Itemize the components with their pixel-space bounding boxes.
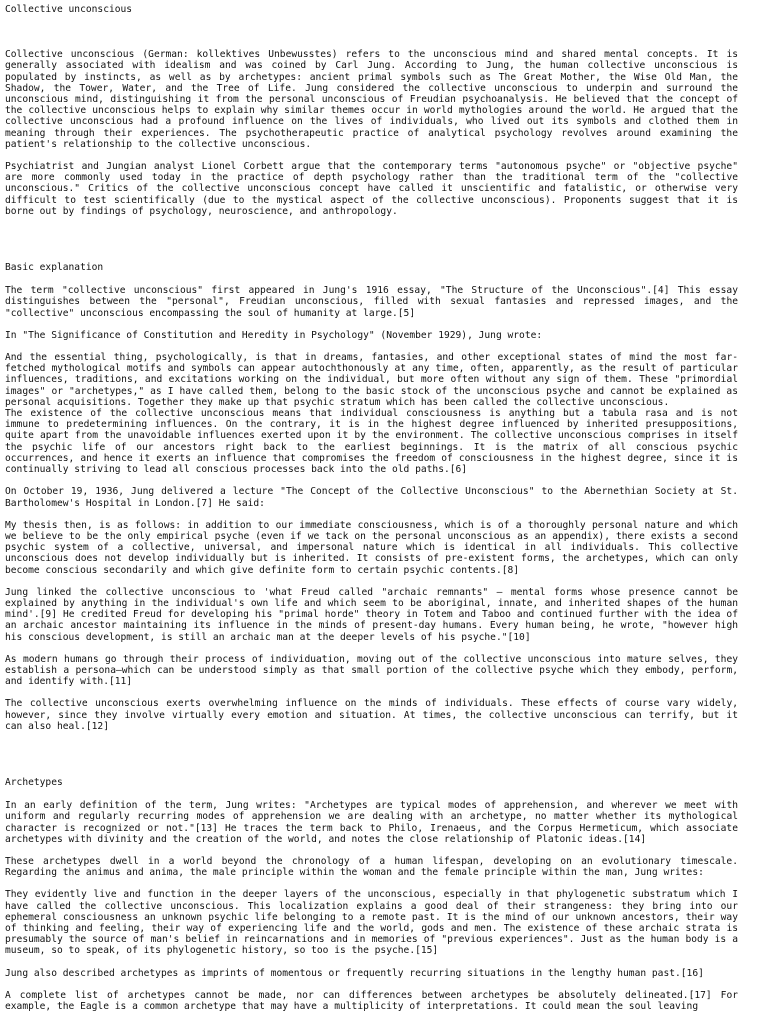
quote-paragraph: The existence of the collective unconscious means that individual consciousness is anything but a tabula rasa and is not immune to predetermining influences. On the contrary, it is in the highest degree influenced by inherited presuppositions, quite apart from the unavoidable influences exerted upon it by the environment. The collective unconscious comprises in itself the psychic life of our ancestors right back to the earliest beginnings. It is the matrix of all conscious psychic occurrences, and hence it exerts an influence that compromises the freedom of consciousness in the highest degree, since it is continually striving to lead all conscious processes back into the old paths.[6] xyxy=(5,408,738,476)
paragraph: These archetypes dwell in a world beyond the chronology of a human lifespan, developing on an evolutionary timescale. Regarding the animus and anima, the male principle within the woman and the female principle within the man, Jung writes: xyxy=(5,855,738,879)
paragraph: A complete list of archetypes cannot be made, nor can differences between archetypes be absolutely delineated.[17] For example, the Eagle is a common archetype that may have a multiplicity of interpretations. It could mean the soul leaving xyxy=(5,989,738,1012)
quote-paragraph: They evidently live and function in the deeper layers of the unconscious, especially in that phylogenetic substratum which I have called the collective unconscious. This localization explains a good deal of their strangeness: they bring into our ephemeral consciousness an unknown psychic life belonging to a remote past. It is the mind of our unknown ancestors, their way of thinking and feeling, their way of experiencing life and the world, gods and men. The existence of these archaic strata is presumably the source of man's belief in reincarnations and in memories of "previous experiences". Just as the human body is a museum, so to speak, of its phylogenetic history, so too is the psyche.[15] xyxy=(5,889,738,957)
paragraph: As modern humans go through their process of individuation, moving out of the collective unconscious into mature selves, they establish a persona—which can be understood simply as that small portion of the collective psyche which they embody, perform, and identify with.[11] xyxy=(5,653,738,688)
paragraph: The term "collective unconscious" first appeared in Jung's 1916 essay, "The Structure of the Unconscious".[4] This essay distinguishes between the "personal", Freudian unconscious, filled with sexual fantasies and repressed images, and the "collective" unconscious encompassing the soul of humanity at large.[5] xyxy=(5,285,738,319)
paragraph: The collective unconscious exerts overwhelming influence on the minds of individuals. These effects of course vary widely, however, since they involve virtually every emotion and situation. At times, the collective unconscious can terrify, but it can also heal.[12] xyxy=(5,698,738,732)
paragraph: In "The Significance of Constitution and Heredity in Psychology" (November 1929), Jung wrote: xyxy=(5,329,543,341)
section-spacer xyxy=(5,743,738,777)
intro-paragraph-2: Psychiatrist and Jungian analyst Lionel Corbett argue that the contemporary terms "autonomous psyche" or "objective psyche" are more commonly used today in the practice of depth psychology rather than the traditional term of the "collective unconscious." Critics of the collective unconscious concept have called it unscientific and fatalistic, or otherwise very difficult to test scientifically (due to the mystical aspect of the collective unconscious). Proponents suggest that it is borne out by findings of psychology, neuroscience, and anthropology. xyxy=(5,161,738,217)
section-heading-basic-explanation: Basic explanation xyxy=(5,262,104,274)
paragraph: On October 19, 1936, Jung delivered a lecture "The Concept of the Collective Unconscious" to the Abernethian Society at St. Bartholomew's Hospital in London.[7] He said: xyxy=(5,486,738,509)
paragraph: Jung linked the collective unconscious to 'what Freud called "archaic remnants" – mental forms whose presence cannot be explained by anything in the individual's own life and which seem to be aboriginal, innate, and inherited shapes of the human mind'.[9] He credited Freud for developing his "primal horde" theory in Totem and Taboo and continued further with the idea of an archaic ancestor maintaining its influence in the minds of present-day humans. Every human being, he wrote, "however high his conscious development, is still an archaic man at the deeper levels of his psyche."[10] xyxy=(5,586,738,643)
section-spacer xyxy=(5,228,738,262)
paragraph: In an early definition of the term, Jung writes: "Archetypes are typical modes of apprehension, and wherever we meet with uniform and regularly recurring modes of apprehension we are dealing with an archetype, no matter whether its mythological character is recognized or not."[13] He traces the term back to Philo, Irenaeus, and the Corpus Hermeticum, which associate archetypes with divinity and the creation of the world, and notes the close relationship of Platonic ideas.[14] xyxy=(5,800,738,845)
quote-paragraph: And the essential thing, psychologically, is that in dreams, fantasies, and other exceptional states of mind the most far-fetched mythological motifs and symbols can appear autochthonously at any time, often, apparently, as the result of particular influences, traditions, and excitations working on the individual, but more often without any sign of them. These "primordial images" or "archetypes," as I have called them, belong to the basic stock of the unconscious psyche and cannot be explained as personal acquisitions. Together they make up that psychic stratum which has been called the collective unconscious. xyxy=(5,352,738,408)
quote-paragraph: My thesis then, is as follows: in addition to our immediate consciousness, which is of a thoroughly personal nature and which we believe to be the only empirical psyche (even if we tack on the personal unconscious as an appendix), there exists a second psychic system of a collective, universal, and impersonal nature which is identical in all individuals. This collective unconscious does not develop individually but is inherited. It consists of pre-existent forms, the archetypes, which can only become conscious secondarily and which give definite form to certain psychic contents.[8] xyxy=(5,519,738,576)
intro-paragraph-1: Collective unconscious (German: kollektives Unbewusstes) refers to the unconscious mind and shared mental concepts. It is generally associated with idealism and was coined by Carl Jung. According to Jung, the human collective unconscious is populated by instincts, as well as by archetypes: ancient primal symbols such as The Great Mother, the Wise Old Man, the Shadow, the Tower, Water, and the Tree of Life. Jung considered the collective unconscious to underpin and surround the unconscious mind, distinguishing it from the personal unconscious of Freudian psychoanalysis. He believed that the concept of the collective unconscious helps to explain why similar themes occur in world mythologies around the world. He argued that the collective unconscious had a profound influence on the lives of individuals, who lived out its symbols and clothed them in meaning through their experiences. The psychotherapeutic practice of analytical psychology revolves around examining the patient's relationship to the collective unconscious. xyxy=(5,49,738,150)
document-title: Collective unconscious xyxy=(5,4,133,15)
section-heading-archetypes: Archetypes xyxy=(5,776,63,788)
paragraph: Jung also described archetypes as imprints of momentous or frequently recurring situations in the lengthy human past.[16] xyxy=(5,967,704,979)
